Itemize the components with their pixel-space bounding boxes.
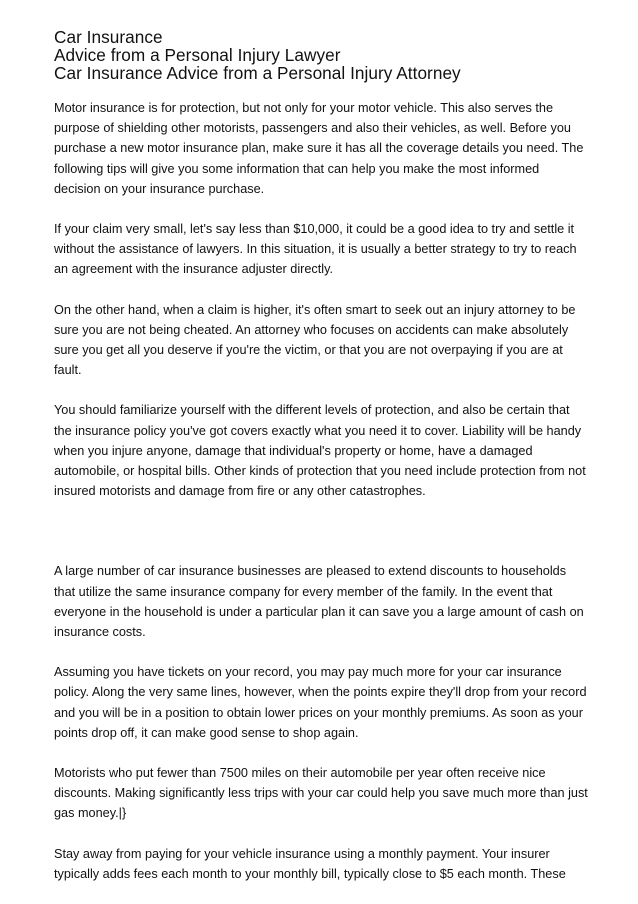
subtitle-line: Car Insurance Advice from a Personal Injury Attorney (54, 63, 461, 83)
document-page (54, 28, 589, 904)
paragraph: Motorists who put fewer than 7500 miles on their automobile per year often receive nice discounts. Making significantly less trips with your car could help you save much more than just gas money.|} (54, 766, 588, 821)
paragraph: Stay away from paying for your vehicle insurance using a monthly payment. Your insurer typically adds fees each month to your monthly bill, typically close to $5 each month. These (54, 846, 566, 881)
section-spacer (54, 521, 589, 561)
paragraph: Assuming you have tickets on your record, you may pay much more for your car insurance policy. Along the very same lines, however, when the points expire they'll drop from your record and you will be in a position to obtain lower prices on your monthly premiums. As soon as your points drop off, it can make good sense to shop again. (54, 665, 587, 740)
subtitle-line: Advice from a Personal Injury Lawyer (54, 45, 341, 65)
title-line: Car Insurance (54, 27, 163, 47)
paragraph: If your claim very small, let's say less than $10,000, it could be a good idea to try and settle it without the assistance of lawyers. In this situation, it is usually a better strategy to try to reach an agreement with the insurance adjuster directly. (54, 222, 577, 277)
document-title (54, 28, 589, 82)
paragraph: Motor insurance is for protection, but not only for your motor vehicle. This also serves the purpose of shielding other motorists, passengers and also their vehicles, as well. Before you purchase a new motor insurance plan, make sure it has all the coverage details you need. The following tips will give you some information that can help you make the most informed decision on your insurance purchase. (54, 101, 584, 196)
paragraph: You should familiarize yourself with the different levels of protection, and also be certain that the insurance policy you've got covers exactly what you need it to cover. Liability will be handy when you injure anyone, damage that individual's property or home, have a damaged automobile, or hospital bills. Other kinds of protection that you need include protection from not insured motorists and damage from fire or any other catastrophes. (54, 403, 586, 499)
paragraph: On the other hand, when a claim is higher, it's often smart to seek out an injury attorney to be sure you are not being cheated. An attorney who focuses on accidents can make absolutely sure you get all you deserve if you're the victim, or that you are not overpaying if you are at fault. (54, 302, 576, 378)
paragraph: A large number of car insurance businesses are pleased to extend discounts to households that utilize the same insurance company for every member of the family. In the event that everyone in the household is under a particular plan it can save you a large amount of cash on insurance costs. (54, 564, 584, 640)
